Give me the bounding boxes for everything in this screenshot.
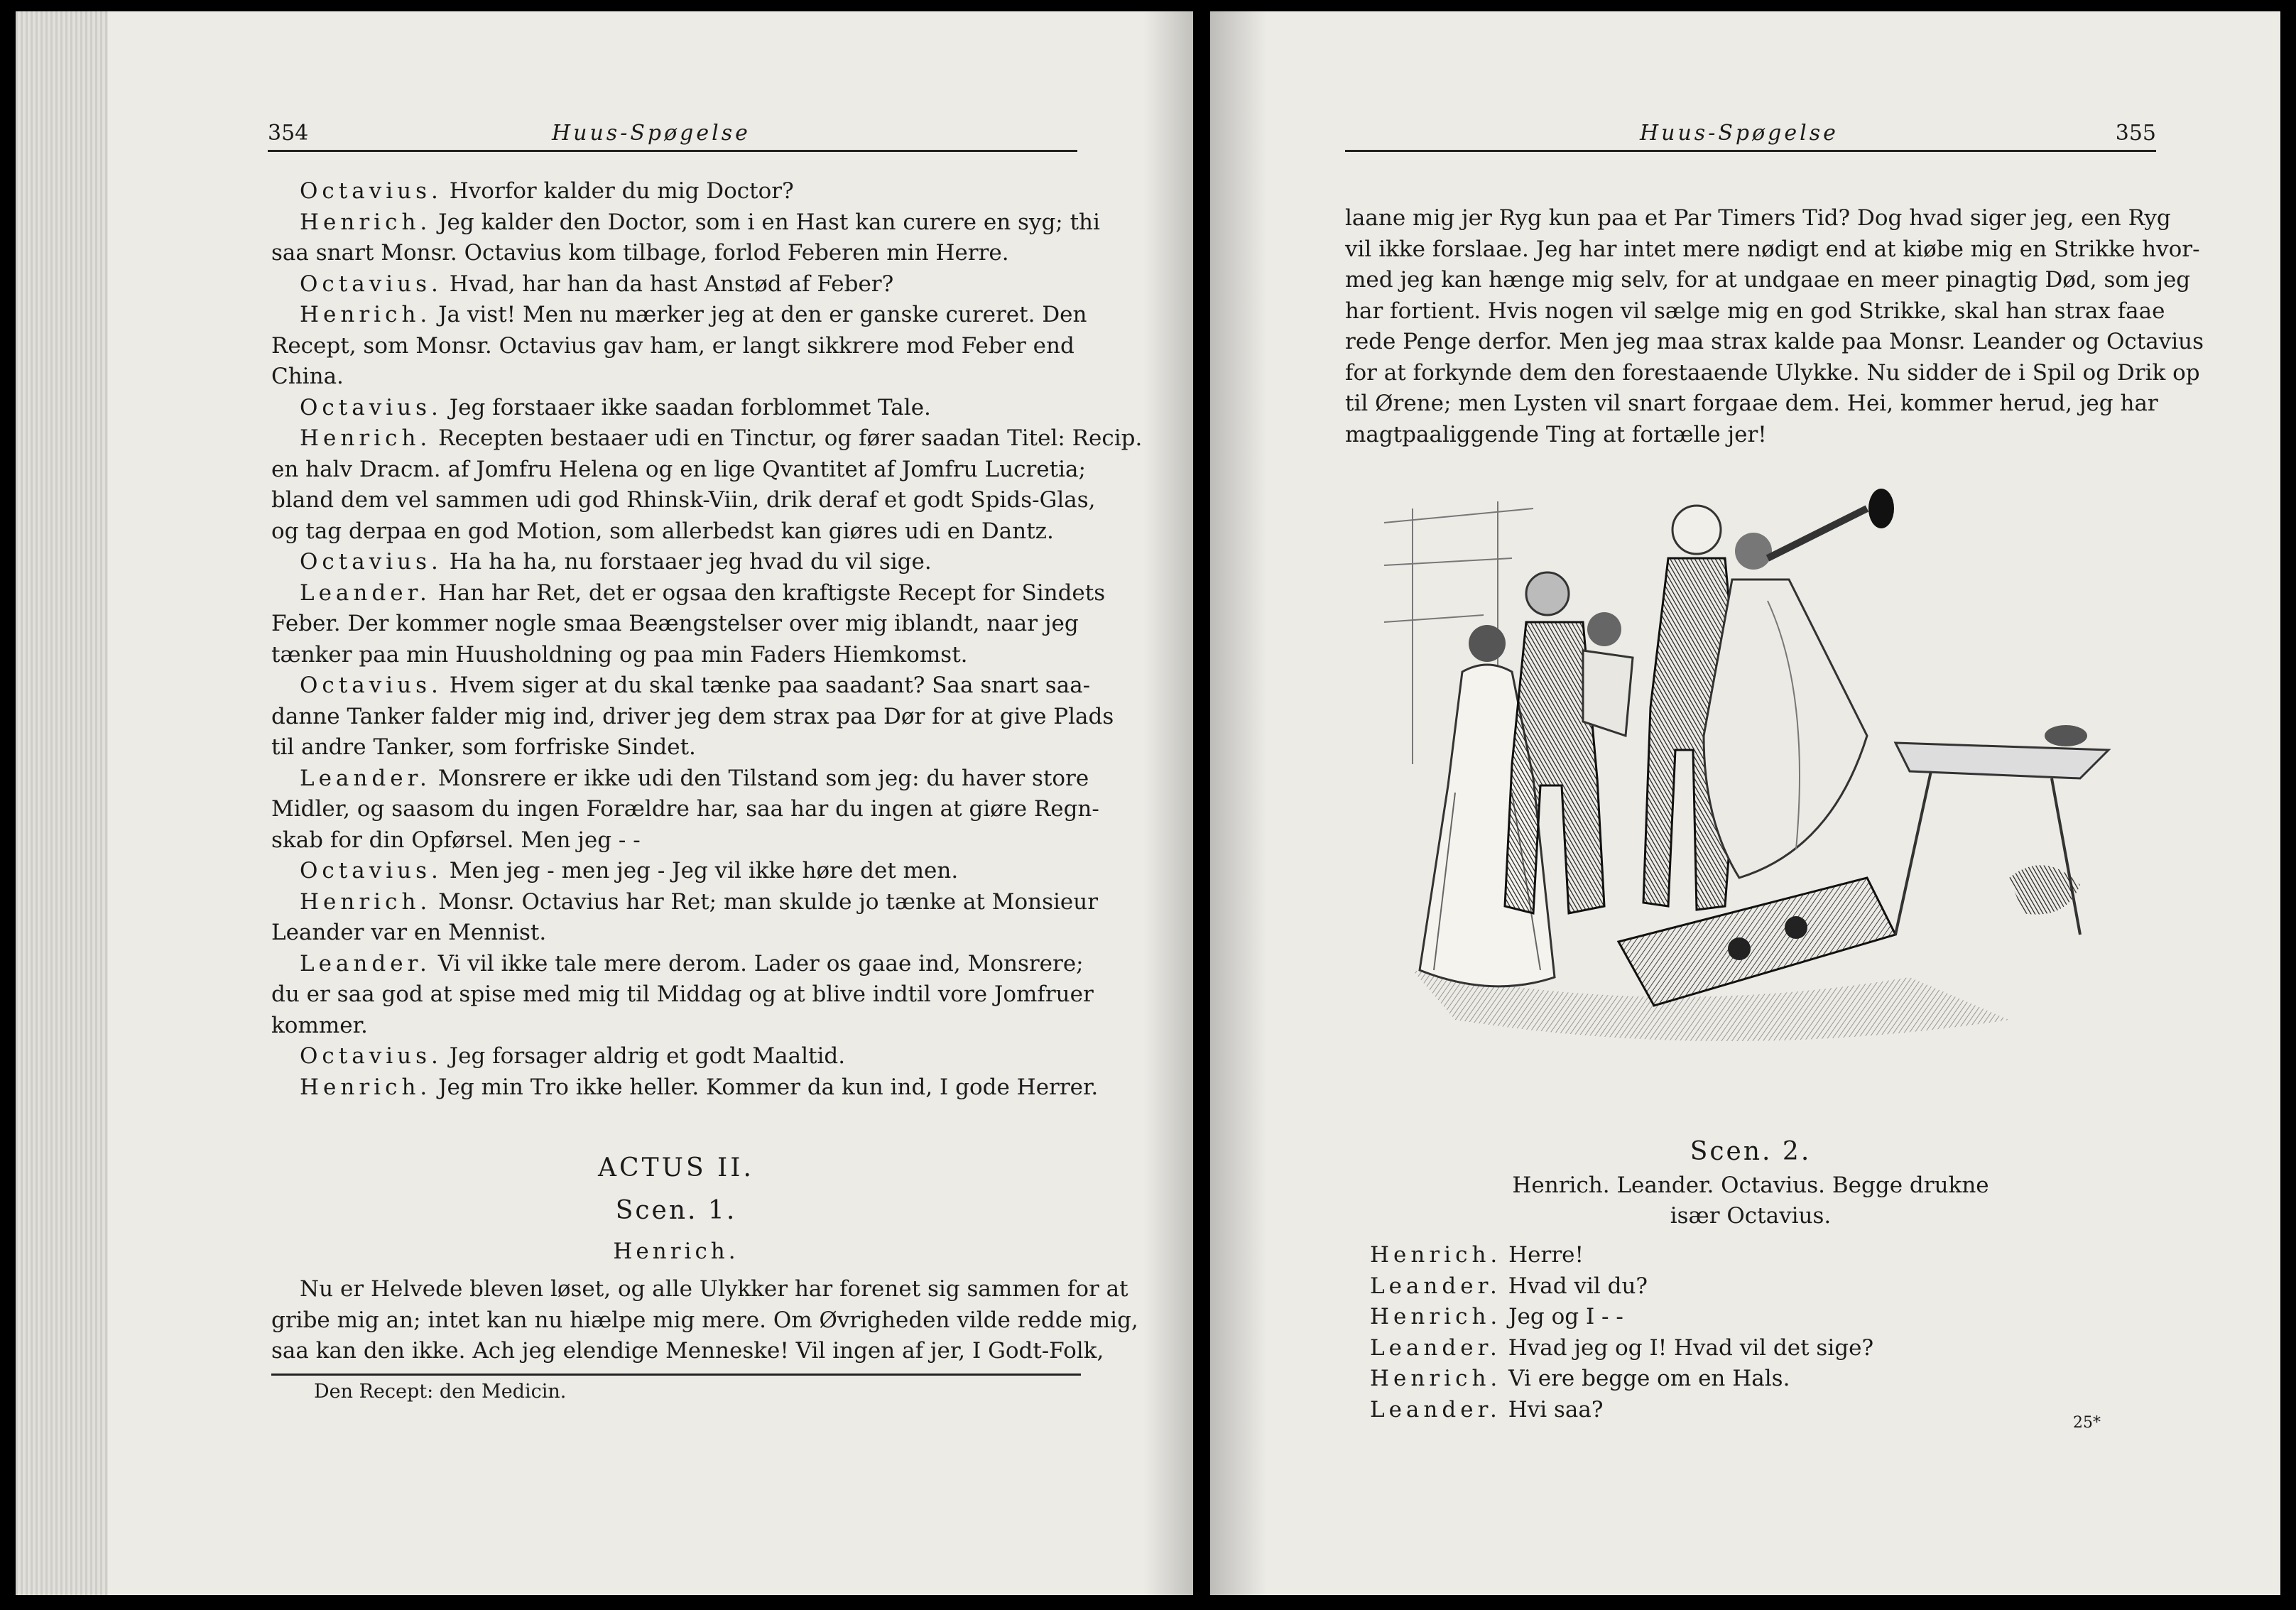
text-line [271, 238, 1088, 269]
speaker-name: Henrich. [1370, 1242, 1502, 1268]
text-line [271, 609, 1088, 640]
line-text: Jeg og I ‑ ‑ [1501, 1304, 1623, 1329]
scene-heading: Scen. 2. [1690, 1137, 1812, 1166]
speaker-name: Octavius. [300, 1043, 442, 1069]
line-text: Vi vil ikke tale mere derom. Lader os gaae ind, Monsrere; [430, 950, 1084, 977]
speaker-name: Leander. [300, 765, 431, 791]
text-line [1370, 1364, 2151, 1395]
speaker-name: Octavius. [300, 271, 442, 297]
figure-woman-middle [1583, 612, 1633, 736]
scene-character: Henrich. [613, 1239, 739, 1264]
scene-heading: Scen. 1. [615, 1196, 737, 1225]
line-text: Hvem siger at du skal tænke paa saadant? Saa snart saa- [442, 673, 1091, 698]
speaker-name: Henrich. [300, 1074, 432, 1100]
text-line [271, 485, 1096, 516]
line-text: Monsr. Octavius har Ret; man skulde jo tænke at Monsieur [431, 888, 1099, 915]
text-line [1370, 1333, 2151, 1364]
illustration [1370, 480, 2137, 1070]
text-line [271, 1305, 1138, 1337]
speaker-name: Henrich. [1370, 1304, 1502, 1329]
speaker-name: Octavius. [300, 858, 442, 883]
left-body-text [271, 176, 1143, 1103]
speaker-name: Octavius. [300, 673, 442, 698]
figure-dancing-woman [1704, 489, 1894, 878]
text-line [1370, 1302, 2151, 1333]
text-line [271, 670, 1091, 702]
side-table [1895, 725, 2109, 935]
text-line: magtpaaliggende Ting at fortælle jer! [1345, 421, 1767, 447]
right-page [1210, 11, 2280, 1595]
line-text: skab for din Opførsel. Men jeg ‑ ‑ [271, 827, 641, 853]
line-text: kommer. [271, 1012, 368, 1038]
text-line [271, 949, 1088, 980]
speaker-name: Octavius. [300, 394, 442, 420]
text-line [271, 393, 1088, 424]
speaker-name: Octavius. [300, 549, 442, 575]
text-line [271, 300, 1088, 331]
speaker-name: Leander. [300, 580, 431, 606]
line-text: Hvad jeg og I! Hvad vil det sige? [1501, 1334, 1874, 1361]
line-text: danne Tanker falder mig ind, driver jeg dem strax paa Dør for at give Plads [271, 703, 1114, 729]
line-text: Feber. Der kommer nogle smaa Beængstelser over mig iblandt, naar jeg [271, 611, 1079, 636]
line-text: Hvad, har han da hast Anstød af Feber? [442, 271, 894, 297]
line-text: Recepten bestaaer udi en Tinctur, og fører saadan Titel: Recip. [431, 425, 1143, 451]
text-line [271, 763, 1088, 795]
footnote: Den Recept: den Medicin. [314, 1381, 567, 1403]
line-text: Vi ere begge om en Hals. [1501, 1366, 1790, 1391]
line-text: tænker paa min Huusholdning og paa min Faders Hiemkomst. [271, 641, 968, 668]
line-text: bland dem vel sammen udi god Rhinsk-Viin, drik deraf et godt Spids-Glas, [271, 487, 1096, 513]
line-text: du er saa god at spise med mig til Middag og at blive indtil vore Jomfruer [271, 981, 1094, 1007]
signature-mark: 25* [2073, 1414, 2101, 1432]
speaker-name: Henrich. [300, 209, 432, 235]
line-text: Midler, og saasom du ingen Forældre har, saa har du ingen at giøre Regn- [271, 796, 1099, 822]
line-text: Monsrere er ikke udi den Tilstand som jeg: du haver store [430, 765, 1089, 791]
line-text: Ja vist! Men nu mærker jeg at den er ganske cureret. Den [431, 302, 1087, 327]
text-line [271, 979, 1094, 1011]
left-running-header [268, 114, 1077, 152]
footnote-rule [271, 1374, 1081, 1376]
running-head-title: Huus-Spøgelse [552, 121, 751, 146]
speaker-name: Henrich. [300, 302, 432, 327]
line-text: Jeg kalder den Doctor, som i en Hast kan curere en syg; thi [431, 209, 1100, 235]
line-text: Jeg forstaaer ikke saadan forblommet Tale. [442, 394, 931, 420]
text-line [271, 1041, 1088, 1072]
text-line [271, 825, 1088, 856]
line-text: til andre Tanker, som forfriske Sindet. [271, 734, 696, 760]
scene-characters [1345, 1170, 2156, 1231]
text-line [1370, 1240, 2151, 1271]
text-line [271, 640, 1088, 671]
line-text: Recept, som Monsr. Octavius gav ham, er langt sikkrere mod Feber end [271, 332, 1074, 359]
running-head-title: Huus-Spøgelse [1640, 121, 1839, 146]
text-line: til Ørene; men Lysten vil snart forgaae dem. Hei, kommer herud, jeg har [1345, 391, 2158, 416]
text-line [271, 887, 1099, 918]
scene-characters-line-1: Henrich. Leander. Octavius. Begge drukne [1512, 1173, 1989, 1198]
text-line: for at forkynde dem den forestaaende Ulykke. Nu sidder de i Spil og Drik op [1345, 359, 2200, 386]
line-text: Han har Ret, det er ogsaa den kraftigste Recept for Sindets [430, 580, 1106, 606]
text-line [271, 423, 1143, 455]
line-text: saa kan den ikke. Ach jeg elendige Menneske! Vil ingen af jer, I Godt-Folk, [271, 1338, 1104, 1364]
left-body-text-2 [271, 1274, 1138, 1367]
line-text: Jeg min Tro ikke heller. Kommer da kun ind, I gode Herrer. [431, 1074, 1099, 1100]
speaker-name: Henrich. [300, 888, 432, 915]
gutter-shadow [1143, 11, 1193, 1595]
act-heading: ACTUS II. [598, 1153, 754, 1182]
text-line [271, 1072, 1099, 1104]
line-text: og tag derpaa en god Motion, som allerbedst kan giøres udi en Dantz. [271, 518, 1054, 544]
line-text: Hvad vil du? [1501, 1273, 1648, 1299]
text-line: har fortient. Hvis nogen vil sælge mig en god Strikke, skal han strax faae [1345, 298, 2165, 324]
text-line [271, 516, 1088, 548]
line-text: Nu er Helvede bleven løset, og alle Ulykker har forenet sig sammen for at [300, 1276, 1128, 1302]
line-text: Herre! [1501, 1242, 1584, 1268]
line-text: Jeg forsager aldrig et godt Maaltid. [442, 1043, 846, 1069]
right-running-header [1345, 114, 2156, 152]
line-text: saa snart Monsr. Octavius kom tilbage, forlod Feberen min Herre. [271, 240, 1009, 266]
right-dialogue [1370, 1240, 2151, 1425]
text-line [271, 578, 1106, 609]
speaker-name: Henrich. [1370, 1366, 1502, 1391]
line-text: gribe mig an; intet kan nu hiælpe mig mere. Om Øvrigheden vilde redde mig, [271, 1307, 1138, 1333]
page-edges [16, 11, 108, 1595]
text-line [271, 794, 1099, 825]
text-line [271, 732, 1088, 763]
speaker-name: Leander. [1370, 1334, 1501, 1361]
text-line [271, 269, 1088, 300]
speaker-name: Henrich. [300, 425, 432, 451]
line-text: China. [271, 364, 344, 389]
text-line [271, 331, 1088, 362]
text-line [271, 856, 1088, 887]
text-line [271, 547, 1088, 578]
page-number: 354 [268, 121, 309, 146]
gutter-shadow [1210, 11, 1267, 1595]
line-text: Leander var en Mennist. [271, 920, 547, 945]
speaker-name: Octavius. [300, 178, 442, 204]
text-line [271, 207, 1100, 239]
line-text: Men jeg ‑ men jeg ‑ Jeg vil ikke høre det men. [442, 858, 959, 883]
text-line [1370, 1271, 2151, 1302]
speaker-name: Leander. [300, 950, 431, 977]
right-body-text [1345, 203, 2204, 450]
text-line [271, 1011, 1088, 1042]
text-line [271, 702, 1114, 733]
line-text: en halv Dracm. af Jomfru Helena og en lige Qvantitet af Jomfru Lucretia; [271, 456, 1086, 482]
text-line: laane mig jer Ryg kun paa et Par Timers Tid? Dog hvad siger jeg, een Ryg [1345, 205, 2171, 231]
text-line [271, 918, 1088, 949]
line-text: Ha ha ha, nu forstaaer jeg hvad du vil sige. [442, 549, 932, 575]
page-number: 355 [2115, 121, 2156, 146]
text-line [271, 1274, 1128, 1305]
line-text: Hvi saa? [1501, 1396, 1604, 1423]
text-line: vil ikke forslaae. Jeg har intet mere nødigt end at kiøbe mig en Strikke hvor- [1345, 236, 2200, 262]
text-line: rede Penge derfor. Men jeg maa strax kalde paa Monsr. Leander og Octavius [1345, 329, 2204, 354]
speaker-name: Leander. [1370, 1273, 1501, 1299]
line-text: Hvorfor kalder du mig Doctor? [442, 178, 794, 204]
text-line [1370, 1395, 2151, 1426]
text-line [271, 1336, 1104, 1367]
text-line [271, 455, 1088, 486]
text-line: med jeg kan hænge mig selv, for at undgaae en meer pinagtig Død, som jeg [1345, 267, 2191, 293]
left-page [16, 11, 1193, 1595]
speaker-name: Leander. [1370, 1396, 1501, 1423]
text-line [271, 176, 1088, 207]
text-line [271, 361, 1088, 393]
bottle [1868, 489, 1894, 528]
scene-characters-line-2: især Octavius. [1670, 1203, 1832, 1229]
